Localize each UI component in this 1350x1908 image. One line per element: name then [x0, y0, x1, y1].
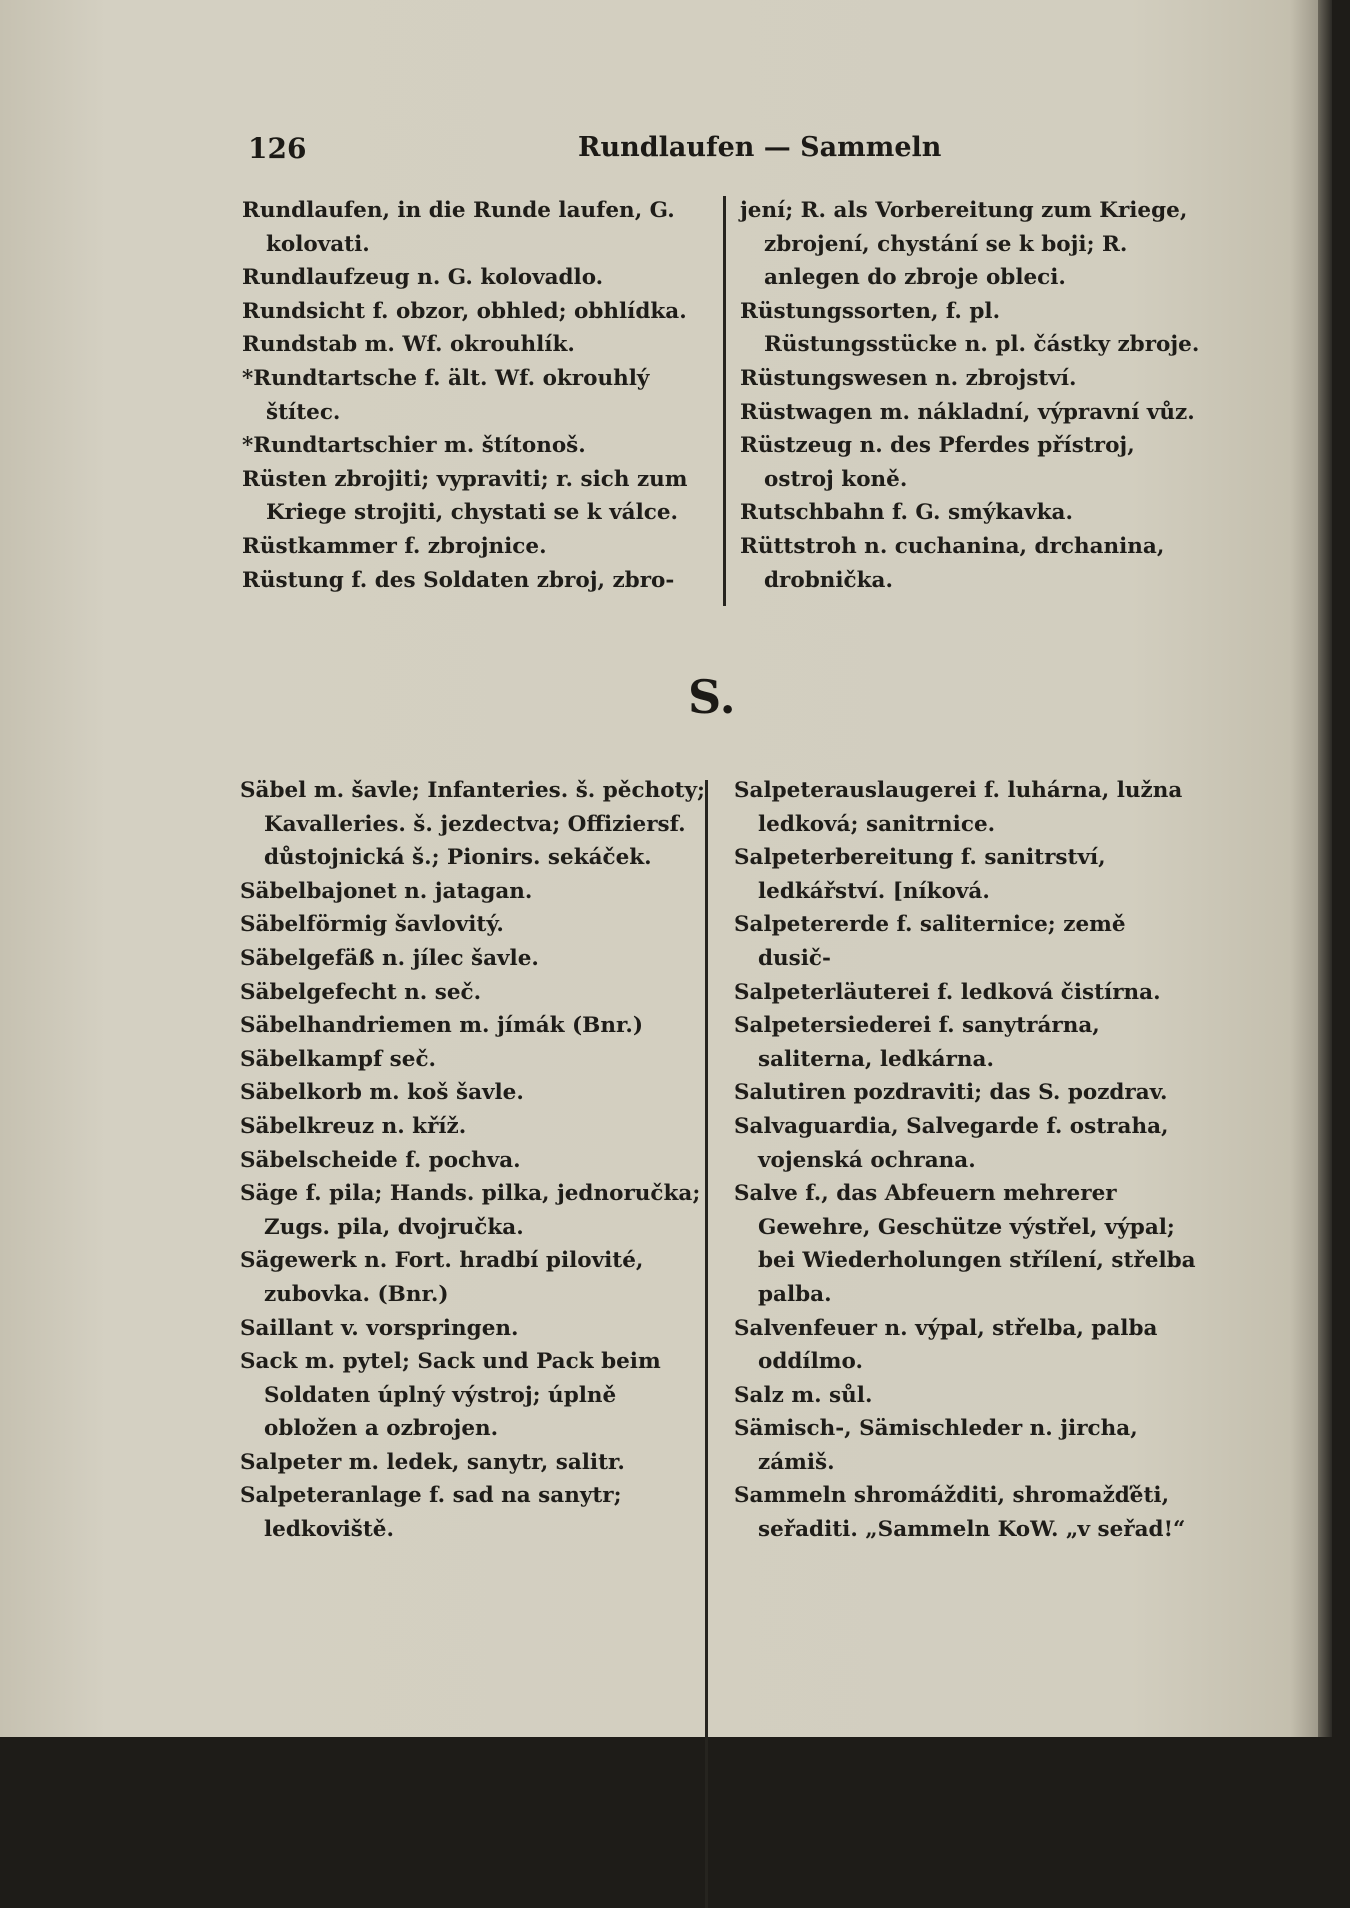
dictionary-entry: Rüttstroh n. cuchanina, drchanina, drobnička.: [740, 533, 1165, 593]
dictionary-entry: Rüstungssorten, f. pl. Rüstungsstücke n. pl. částky zbroje.: [740, 298, 1200, 358]
dictionary-entry: Salpeteranlage f. sad na sanytr; ledkoviště.: [240, 1483, 622, 1543]
dictionary-entry: Sammeln shromážditi, shromažďěti, seřaditi. „Sammeln KoW. „v seřad!“: [734, 1483, 1186, 1543]
dictionary-entry: Säbelgefäß n. jílec šavle.: [240, 945, 539, 971]
dictionary-entry: Säbelförmig šavlovitý.: [240, 912, 504, 938]
dictionary-entry: Rutschbahn f. G. smýkavka.: [740, 500, 1073, 526]
dictionary-entry: Rüstzeug n. des Pferdes přístroj, ostroj koně.: [740, 433, 1135, 492]
dictionary-entry: Säbelkampf seč.: [240, 1046, 437, 1072]
running-head: Rundlaufen — Sammeln: [578, 132, 942, 163]
dictionary-entry: Säbelgefecht n. seč.: [240, 979, 482, 1005]
dictionary-entry: Salpeterbereitung f. sanitrství, ledkářství. [níková.: [734, 845, 1106, 904]
dictionary-entry: Sägewerk n. Fort. hradbí pilovité, zubovka. (Bnr.): [240, 1248, 644, 1307]
dictionary-entry: Säge f. pila; Hands. pilka, jednoručka; Zugs. pila, dvojručka.: [240, 1181, 701, 1240]
dictionary-entry: Rüstung f. des Soldaten zbroj, zbro-: [242, 567, 675, 593]
dictionary-entry: Sämisch-, Sämischleder n. jircha, zámiš.: [734, 1416, 1138, 1475]
dictionary-entry: Saillant v. vorspringen.: [240, 1315, 519, 1341]
column-top-left: [242, 194, 712, 597]
dictionary-entry: Säbelkorb m. koš šavle.: [240, 1080, 524, 1106]
dictionary-entry: *Rundtartschier m. štítonoš.: [242, 433, 586, 459]
dictionary-entry: Rundstab m. Wf. okrouhlík.: [242, 332, 575, 358]
dictionary-entry: *Rundtartsche f. ält. Wf. okrouhlý štítec.: [242, 365, 650, 425]
dictionary-entry: Rüsten zbrojiti; vypraviti; r. sich zum Kriege strojiti, chystati se k válce.: [242, 466, 688, 526]
dictionary-entry: Salutiren pozdraviti; das S. pozdrav.: [734, 1080, 1168, 1106]
dictionary-entry: Säbel m. šavle; Infanteries. š. pěchoty; Kavalleries. š. jezdectva; Offiziersf. důstojnická š.; Pionirs. sekáček.: [240, 778, 705, 871]
dictionary-entry: Salpeterläuterei f. ledková čistírna.: [734, 979, 1161, 1005]
dictionary-entry: Säbelbajonet n. jatagan.: [240, 878, 533, 904]
column-bottom-right: [734, 774, 1202, 1547]
dictionary-entry: Rüstkammer f. zbrojnice.: [242, 533, 547, 559]
column-divider: [723, 196, 726, 606]
column-divider: [705, 780, 708, 1908]
dictionary-entry: Salpeter m. ledek, sanytr, salitr.: [240, 1449, 625, 1475]
dictionary-entry: Säbelscheide f. pochva.: [240, 1147, 521, 1173]
dictionary-entry: jení; R. als Vorbereitung zum Kriege, zbrojení, chystání se k boji; R. anlegen do zbroje obleci.: [740, 198, 1188, 291]
section-letter: S.: [688, 670, 736, 724]
dictionary-entry: Säbelkreuz n. kříž.: [240, 1113, 467, 1139]
column-top-right: [740, 194, 1200, 597]
page-number: 126: [248, 132, 307, 165]
column-bottom-left: [240, 774, 710, 1547]
dictionary-entry: Salve f., das Abfeuern mehrerer Gewehre, Geschütze výstřel, výpal; bei Wiederholungen střílení, střelba palba.: [734, 1181, 1196, 1307]
dictionary-entry: Salpetersiederei f. sanytrárna, saliterna, ledkárna.: [734, 1013, 1100, 1072]
book-spine-shadow: [1318, 0, 1332, 1737]
dictionary-entry: Sack m. pytel; Sack und Pack beim Soldaten úplný výstroj; úplně obložen a ozbrojen.: [240, 1349, 661, 1442]
dictionary-entry: Rüstungswesen n. zbrojství.: [740, 365, 1077, 391]
dictionary-entry: Salvaguardia, Salvegarde f. ostraha, vojenská ochrana.: [734, 1113, 1169, 1173]
dictionary-entry: Rundsicht f. obzor, obhled; obhlídka.: [242, 298, 687, 324]
dictionary-entry: Rundlaufzeug n. G. kolovadlo.: [242, 265, 604, 291]
page-header: [248, 132, 1208, 172]
dictionary-entry: Salz m. sůl.: [734, 1382, 873, 1408]
dictionary-entry: Rundlaufen, in die Runde laufen, G. kolovati.: [242, 198, 675, 257]
dictionary-entry: Säbelhandriemen m. jímák (Bnr.): [240, 1013, 643, 1039]
dictionary-entry: Salpetererde f. saliternice; země dusič-: [734, 912, 1126, 971]
dictionary-entry: Rüstwagen m. nákladní, výpravní vůz.: [740, 399, 1195, 425]
dictionary-entry: Salpeterauslaugerei f. luhárna, lužna ledková; sanitrnice.: [734, 778, 1183, 837]
dictionary-entry: Salvenfeuer n. výpal, střelba, palba oddílmo.: [734, 1315, 1158, 1375]
